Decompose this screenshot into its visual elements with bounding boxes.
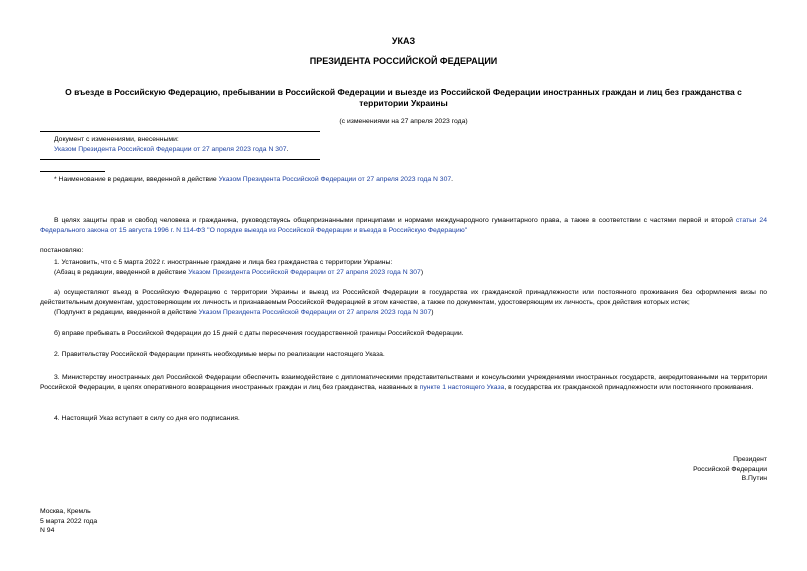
changes-block <box>54 145 454 155</box>
item-3-suffix: , в государства их гражданской принадлежности или постоянного проживания. <box>504 383 754 391</box>
item-1-note-link[interactable]: Указом Президента Российской Федерации от 27 апреля 2023 года N 307 <box>188 269 421 276</box>
item-4: 4. Настоящий Указ вступает в силу со дня его подписания. <box>54 415 240 422</box>
item-1: 1. Установить, что с 5 марта 2022 г. иностранные граждане и лица без гражданства с территории Украины: <box>54 259 393 266</box>
edition-note: (с изменениями на 27 апреля 2023 года) <box>339 118 468 125</box>
item-3 <box>40 373 767 392</box>
date: 5 марта 2022 года <box>40 517 98 525</box>
item-2: 2. Правительству Российской Федерации принять необходимые меры по реализации настоящего Указа. <box>54 351 385 358</box>
item-1-note <box>40 268 767 278</box>
decree-author: ПРЕЗИДЕНТА РОССИЙСКОЙ ФЕДЕРАЦИИ <box>309 56 498 66</box>
signature-country: Российской Федерации <box>693 465 767 473</box>
signature-name: В.Путин <box>741 475 767 483</box>
footnote-prefix: * Наименование в редакции, введенной в действие <box>54 176 219 183</box>
decree-label: УКАЗ <box>391 36 416 46</box>
changes-label: Документ с изменениями, внесенными: <box>54 136 179 143</box>
footnote-link[interactable]: Указом Президента Российской Федерации от 27 апреля 2023 года N 307 <box>218 176 452 183</box>
changes-link-tail: . <box>286 146 289 153</box>
item-1a-note-prefix: (Подпункт в редакции, введенной в действие <box>54 309 199 316</box>
item-1b: б) вправе пребывать в Российской Федерации до 15 дней с даты пересечения государственной границы Российской Федерации. <box>54 330 464 337</box>
footnote-suffix: . <box>451 176 454 183</box>
changes-top-rule <box>40 131 320 132</box>
footnote <box>54 175 754 185</box>
place-date-block <box>40 507 240 536</box>
item-1a-note-suffix: ) <box>431 309 434 316</box>
signature-title: Президент <box>733 456 767 463</box>
resolves-label: постановляю: <box>40 247 84 254</box>
preamble <box>40 216 767 235</box>
item-1-note-prefix: (Абзац в редакции, введенной в действие <box>54 269 189 276</box>
item-3-prefix: 3. Министерству иностранных дел Российской Федерации обеспечить взаимодействие с дипломатическими представительствами и консульскими учреждениями иностранных государств, аккредитованными на территории Российской Федерации, в целях оперативного возвращения иностранных граждан и лиц без гражданства, названных в <box>40 374 767 391</box>
signature-block <box>693 455 767 484</box>
changes-bottom-rule <box>40 159 320 160</box>
item-1a-note-link[interactable]: Указом Президента Российской Федерации от 27 апреля 2023 года N 307 <box>198 309 432 316</box>
footnote-rule <box>40 171 105 172</box>
decree-number: N 94 <box>40 527 55 535</box>
item-3-link[interactable]: пункте 1 настоящего Указа <box>419 383 505 391</box>
preamble-text: В целях защиты прав и свобод человека и гражданина, руководствуясь общепризнанными принципами и нормами международного гуманитарного права, а также в соответствии с частями первой и второй <box>54 217 736 224</box>
item-1a: а) осуществляют въезд в Российскую Федерацию с территории Украины и выезд из Российской Федерации в государства их гражданской принадлежности или постоянного проживания без оформления визы по действительным документам, удостоверяющим их личность и признаваемым Российской Федерацией в этом качестве, а также по документам, удостоверяющим их личность, срок действия которых истек; <box>40 289 767 306</box>
document-title: О въезде в Российскую Федерацию, пребывании в Российской Федерации и выезде из Российской Федерации иностранных граждан и лиц без гражданства с территории Украины <box>65 87 742 108</box>
place: Москва, Кремль <box>40 508 91 515</box>
item-1a-note <box>40 308 767 318</box>
item-1-note-suffix: ) <box>420 269 424 276</box>
preamble-law-link[interactable]: статьи 24 Федерального закона от 15 августа 1996 г. N 114-ФЗ "О порядке выезда из Российской Федерации и въезда в Российскую Федерацию" <box>40 217 767 234</box>
changes-decree-link[interactable]: Указом Президента Российской Федерации от 27 апреля 2023 года N 307 <box>54 146 287 153</box>
